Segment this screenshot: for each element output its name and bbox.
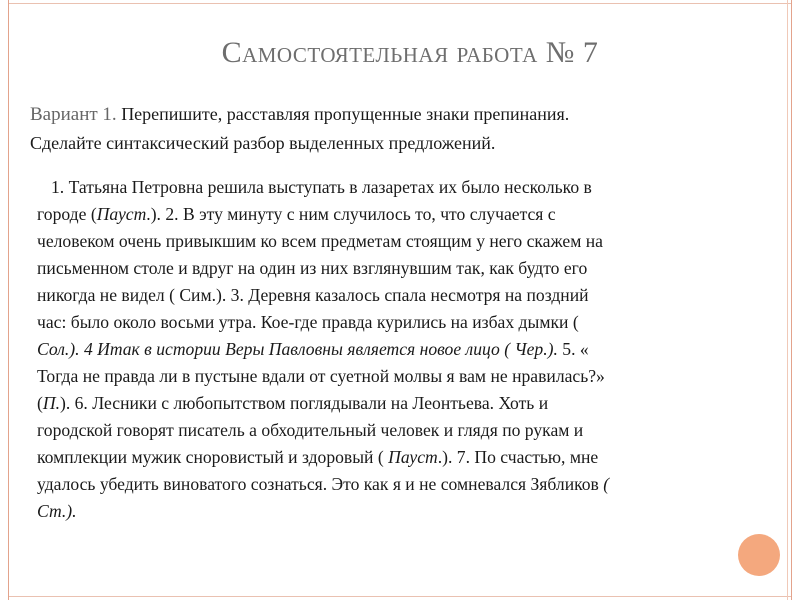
text-line-8: Тогда не правда ли в пустыне вдали от суетной молвы я вам не нравилась?» — [37, 366, 605, 386]
instruction-line-2: Сделайте синтаксический разбор выделенных предложений. — [30, 133, 496, 153]
text-line-12 — [37, 471, 767, 498]
text-line-11 — [37, 444, 767, 471]
text-line-4: письменном столе и вдруг на один из них взглянувшим так, как будто его — [37, 258, 588, 278]
text-span: удалось убедить виноватого сознаться. Это как я и не сомневался Зябликов — [37, 474, 599, 494]
text-line-6: час: было около восьми утра. Кое-где правда курились на избах дымки ( — [37, 312, 579, 332]
text-span: комплекции мужик сноровистый и здоровый ( — [37, 447, 389, 467]
exercise-text — [37, 174, 767, 525]
text-span: городе ( — [37, 204, 97, 224]
text-line-2 — [37, 201, 767, 228]
slide-border-bottom — [8, 596, 792, 597]
slide-border-left — [8, 0, 9, 600]
text-line-13 — [37, 498, 767, 525]
text-line-7 — [37, 336, 767, 363]
accent-circle-decoration — [738, 534, 780, 576]
text-span: 5. « — [557, 339, 589, 359]
slide-border-right-inner — [787, 0, 788, 600]
text-span: ). 6. Лесники с любопытством поглядывали на Леонтьева. Хоть и — [59, 393, 549, 413]
text-span: .). 2. В эту минуту с ним случилось то, что случается с — [146, 204, 556, 224]
text-line-10: городской говорят писатель а обходительный человек и глядя по рукам и — [37, 420, 584, 440]
source-author: ( — [598, 474, 610, 494]
slide-border-right-outer — [791, 0, 792, 600]
text-line-3: человеком очень привыкшим ко всем предметам стоящим у него скажем на — [37, 231, 603, 251]
task-instructions — [30, 100, 750, 157]
slide-border-top — [8, 3, 792, 4]
text-line-1: 1. Татьяна Петровна решила выступать в лазаретах их было несколько в — [51, 177, 592, 197]
highlighted-sentence: Сол.). 4 Итак в истории Веры Павловны является новое лицо ( Чер.). — [37, 339, 558, 359]
source-author: П. — [42, 393, 60, 413]
slide-title: Самостоятельная работа № 7 — [221, 36, 599, 69]
instruction-text-1: Перепишите, расставляя пропущенные знаки препинания. — [116, 104, 570, 124]
text-line-9 — [37, 390, 767, 417]
variant-label: Вариант 1. — [30, 104, 117, 125]
source-author: Пауст — [96, 204, 147, 224]
instruction-line-1 — [30, 100, 750, 129]
source-author: Пауст — [388, 447, 438, 467]
text-span: ( — [37, 393, 43, 413]
text-line-5: никогда не видел ( Сим.). 3. Деревня казалось спала несмотря на поздний — [37, 285, 589, 305]
text-span: .). 7. По счастью, мне — [437, 447, 599, 467]
source-author: Ст.). — [37, 501, 77, 521]
